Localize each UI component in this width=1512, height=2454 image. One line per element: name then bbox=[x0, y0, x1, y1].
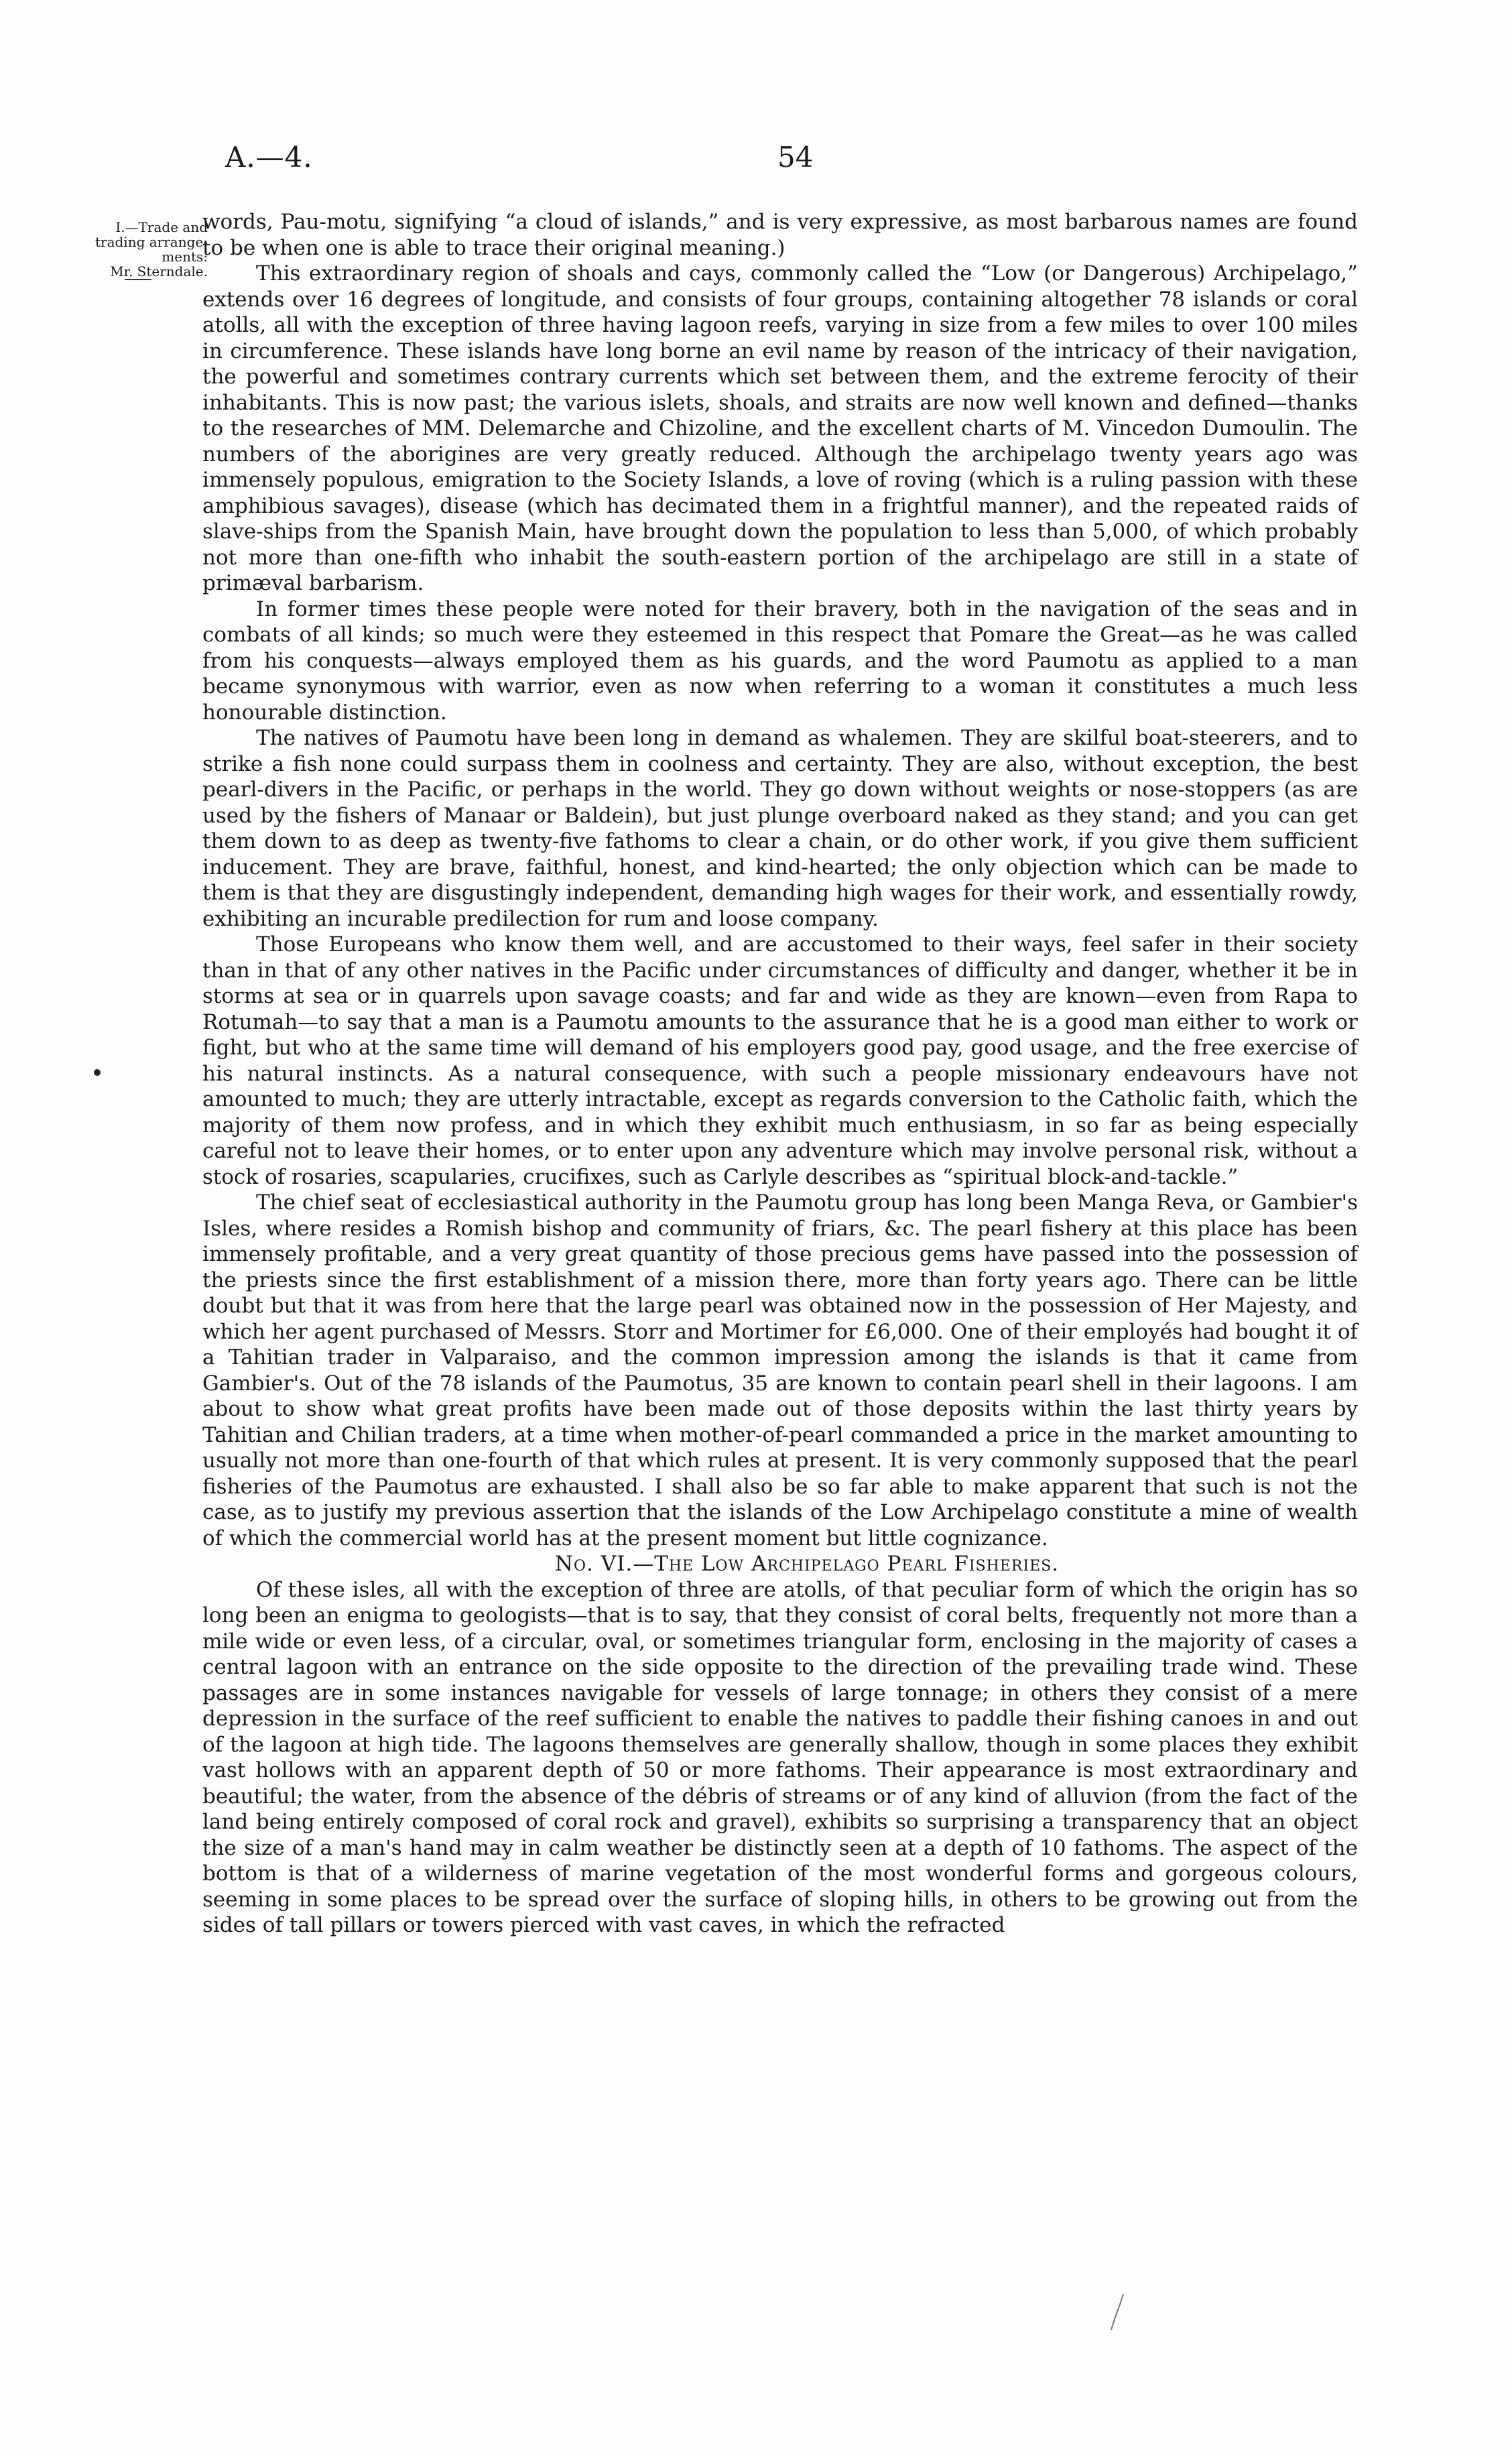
margin-note-line: ments: bbox=[162, 249, 208, 265]
margin-note-line: Mr. Sterndale. bbox=[110, 263, 208, 280]
page-number: 54 bbox=[777, 141, 814, 174]
margin-divider bbox=[125, 279, 151, 280]
paragraph: In former times these people were noted for their bravery, both in the navigation of the seas and in combats of all kinds; so much were they esteemed in this respect that Pomare the Great—as he was called from his conquests—always employed them as his guards, and the word Paumotu as applied to a man became synonymous with warrior, even as now when referring to a woman it constitutes a much less honourable distinction. bbox=[202, 597, 1358, 725]
paragraph: This extraordinary region of shoals and cays, commonly called the “Low (or Dangerous) Archipelago,” extends over 16 degrees of longitude, and consists of four groups, containing altogether 78 islands or coral atolls, all with the exception of three having lagoon reefs, varying in size from a few miles to over 100 miles in circumference. These islands have long borne an evil name by reason of the intricacy of their navigation, the powerful and sometimes contrary currents which set between them, and the extreme ferocity of their inhabitants. This is now past; the various islets, shoals, and straits are now well known and defined—thanks to the researches of MM. Delemarche and Chizoline, and the excellent charts of M. Vincedon Dumoulin. The numbers of the aborigines are very greatly reduced. Although the archipelago twenty years ago was immensely populous, emigration to the Society Islands, a love of roving (which is a ruling passion with these amphibious savages), disease (which has decimated them in a frightful manner), and the repeated raids of slave-ships from the Spanish Main, have brought down the population to less than 5,000, of which probably not more than one-fifth who inhabit the south-eastern portion of the archipelago are still in a state of primæval barbarism. bbox=[202, 261, 1358, 595]
margin-note-line: trading arrange- bbox=[94, 234, 208, 250]
pencil-mark-icon bbox=[1107, 2292, 1127, 2331]
paragraph: Of these isles, all with the exception of three are atolls, of that peculiar form of which the origin has so long been an enigma to geologists—that is to say, that they consist of coral belts, frequently not more than a mile wide or even less, of a circular, oval, or sometimes triangular form, enclosing in the majority of cases a central lagoon with an entrance on the side opposite to the direction of the prevailing trade wind. These passages are in some instances navigable for vessels of large tonnage; in others they consist of a mere depression in the surface of the reef sufficient to enable the natives to paddle their fishing canoes in and out of the lagoon at high tide. The lagoons themselves are generally shallow, though in some places they exhibit vast hollows with an apparent depth of 50 or more fathoms. Their appearance is most extraordinary and beautiful; the water, from the absence of the débris of streams or of any kind of alluvion (from the fact of the land being entirely composed of coral rock and gravel), exhibits so surprising a transparency that an object the size of a man's hand may in calm weather be distinctly seen at a depth of 10 fathoms. The aspect of the bottom is that of a wilderness of marine vegetation of the most wonderful forms and gorgeous colours, seeming in some places to be spread over the surface of sloping hills, in others to be growing out from the sides of tall pillars or towers pierced with vast caves, in which the refracted bbox=[202, 1577, 1358, 1937]
paragraph: Those Europeans who know them well, and are accustomed to their ways, feel safer in their society than in that of any other natives in the Pacific under circumstances of difficulty and danger, whether it be in storms at sea or in quarrels upon savage coasts; and far and wide as they are known—even from Rapa to Rotumah—to say that a man is a Paumotu amounts to the assurance that he is a good man either to work or fight, but who at the same time will demand of his employers good pay, good usage, and the free exercise of his natural instincts. As a natural consequence, with such a people missionary endeavours have not amounted to much; they are utterly intractable, except as regards conversion to the Catholic faith, which the majority of them now profess, and in which they exhibit much enthusiasm, in so far as being especially careful not to leave their homes, or to enter upon any adventure which may involve personal risk, without a stock of rosaries, scapularies, crucifixes, such as Carlyle describes as “spiritual block-and-tackle.” bbox=[202, 932, 1358, 1189]
paragraph: The chief seat of ecclesiastical authority in the Paumotu group has long been Manga Reva, or Gambier's Isles, where resides a Romish bishop and community of friars, &c. The pearl fishery at this place has been immensely profitable, and a very great quantity of those precious gems have passed into the possession of the priests since the first establishment of a mission there, more than forty years ago. There can be little doubt but that it was from here that the large pearl was obtained now in the possession of Her Majesty, and which her agent purchased of Messrs. Storr and Mortimer for £6,000. One of their employés had bought it of a Tahitian trader in Valparaiso, and the common impression among the islands is that it came from Gambier's. Out of the 78 islands of the Paumotus, 35 are known to contain pearl shell in their lagoons. I am about to show what great profits have been made out of those deposits within the last thirty years by Tahitian and Chilian traders, at a time when mother-of-pearl commanded a price in the market amounting to usually not more than one-fourth of that which rules at present. It is very commonly supposed that the pearl fisheries of the Paumotus are exhausted. I shall also be so far able to make apparent that such is not the case, as to justify my previous assertion that the islands of the Low Archipelago constitute a mine of wealth of which the commercial world has at the present moment but little cognizance. bbox=[202, 1190, 1358, 1550]
section-heading: No. VI.—The Low Archipelago Pearl Fisheries. bbox=[554, 1552, 1060, 1576]
document-reference: A.—4. bbox=[225, 141, 313, 174]
paragraph: The natives of Paumotu have been long in demand as whalemen. They are skilful boat-steerers, and to strike a fish none could surpass them in coolness and certainty. They are also, without exception, the best pearl-divers in the Pacific, or perhaps in the world. They go down without weights or nose-stoppers (as are used by the fishers of Manaar or Baldein), but just plunge overboard naked as they stand; and you can get them down to as deep as twenty-five fathoms to clear a chain, or do other work, if you give them sufficient inducement. They are brave, faithful, honest, and kind-hearted; the only objection which can be made to them is that they are disgustingly independent, demanding high wages for their work, and essentially rowdy, exhibiting an incurable predilection for rum and loose company. bbox=[202, 726, 1358, 931]
margin-note-line: I.—Trade and bbox=[115, 219, 208, 235]
body-text bbox=[202, 209, 1358, 1939]
margin-bullet-mark bbox=[94, 1069, 101, 1076]
margin-note bbox=[47, 220, 208, 279]
paragraph: words, Pau-motu, signifying “a cloud of islands,” and is very expressive, as most barbarous names are found to be when one is able to trace their original meaning.) bbox=[202, 210, 1358, 260]
